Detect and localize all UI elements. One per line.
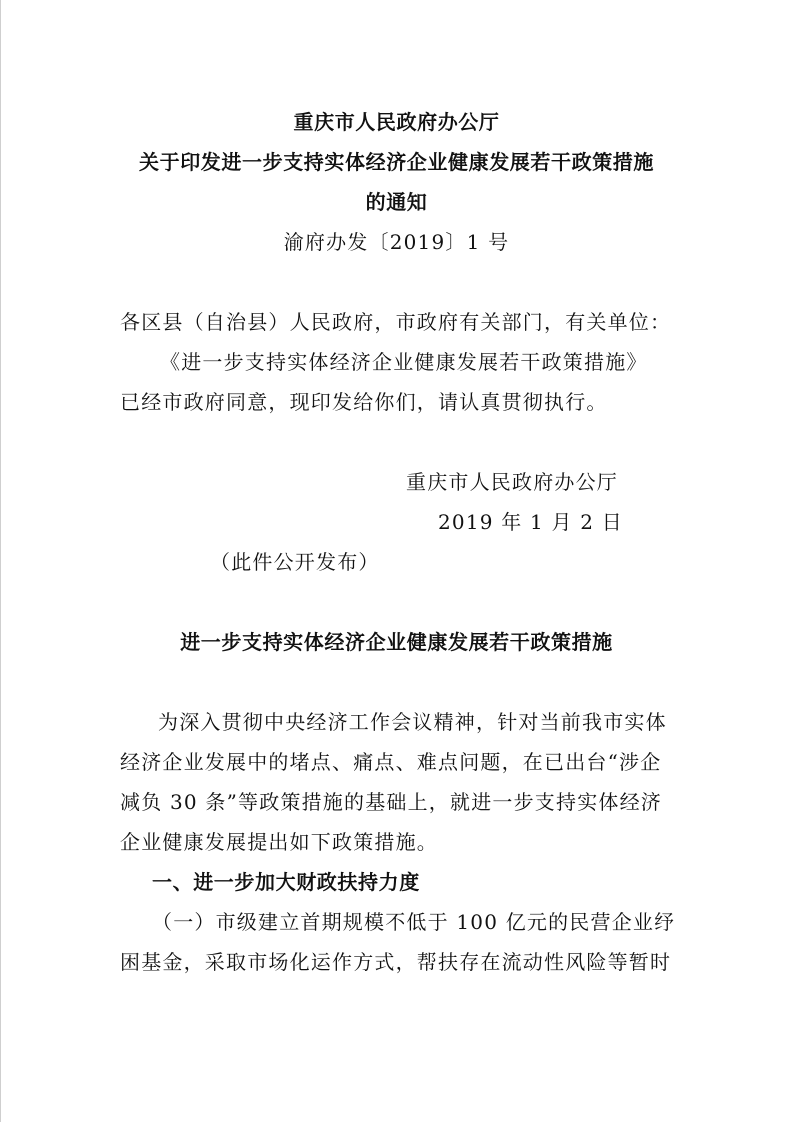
- signature-date: 2019 年 1 月 2 日: [438, 510, 623, 534]
- document-number: 渝府办发〔2019〕1 号: [283, 230, 510, 254]
- intro-line: 为深入贯彻中央经济工作会议精神，针对当前我市实体: [158, 710, 667, 734]
- measures-title: 进一步支持实体经济企业健康发展若干政策措施: [180, 630, 613, 654]
- intro-line: 企业健康发展提出如下政策措施。: [120, 830, 438, 854]
- section-heading: 一、进一步加大财政扶持力度: [152, 870, 420, 894]
- publication-note: （此件公开发布）: [210, 550, 380, 574]
- intro-line: 经济企业发展中的堵点、痛点、难点问题，在已出台“涉企: [120, 750, 662, 774]
- intro-line: 减负 30 条”等政策措施的基础上，就进一步支持实体经济: [120, 790, 662, 814]
- notice-title-line2: 的通知: [365, 190, 428, 214]
- salutation: 各区县（自治县）人民政府，市政府有关部门，有关单位：: [120, 310, 672, 334]
- signature: 重庆市人民政府办公厅: [406, 470, 618, 494]
- issuer-title: 重庆市人民政府办公厅: [293, 110, 500, 134]
- notice-title-line1: 关于印发进一步支持实体经济企业健康发展若干政策措施: [139, 150, 654, 174]
- item-line: 困基金，采取市场化运作方式，帮扶存在流动性风险等暂时: [120, 950, 672, 974]
- notice-body-line1: 《进一步支持实体经济企业健康发展若干政策措施》: [160, 350, 648, 374]
- notice-body-line2: 已经市政府同意，现印发给你们，请认真贯彻执行。: [120, 390, 608, 414]
- item-line: （一）市级建立首期规模不低于 100 亿元的民营企业纾: [152, 910, 676, 934]
